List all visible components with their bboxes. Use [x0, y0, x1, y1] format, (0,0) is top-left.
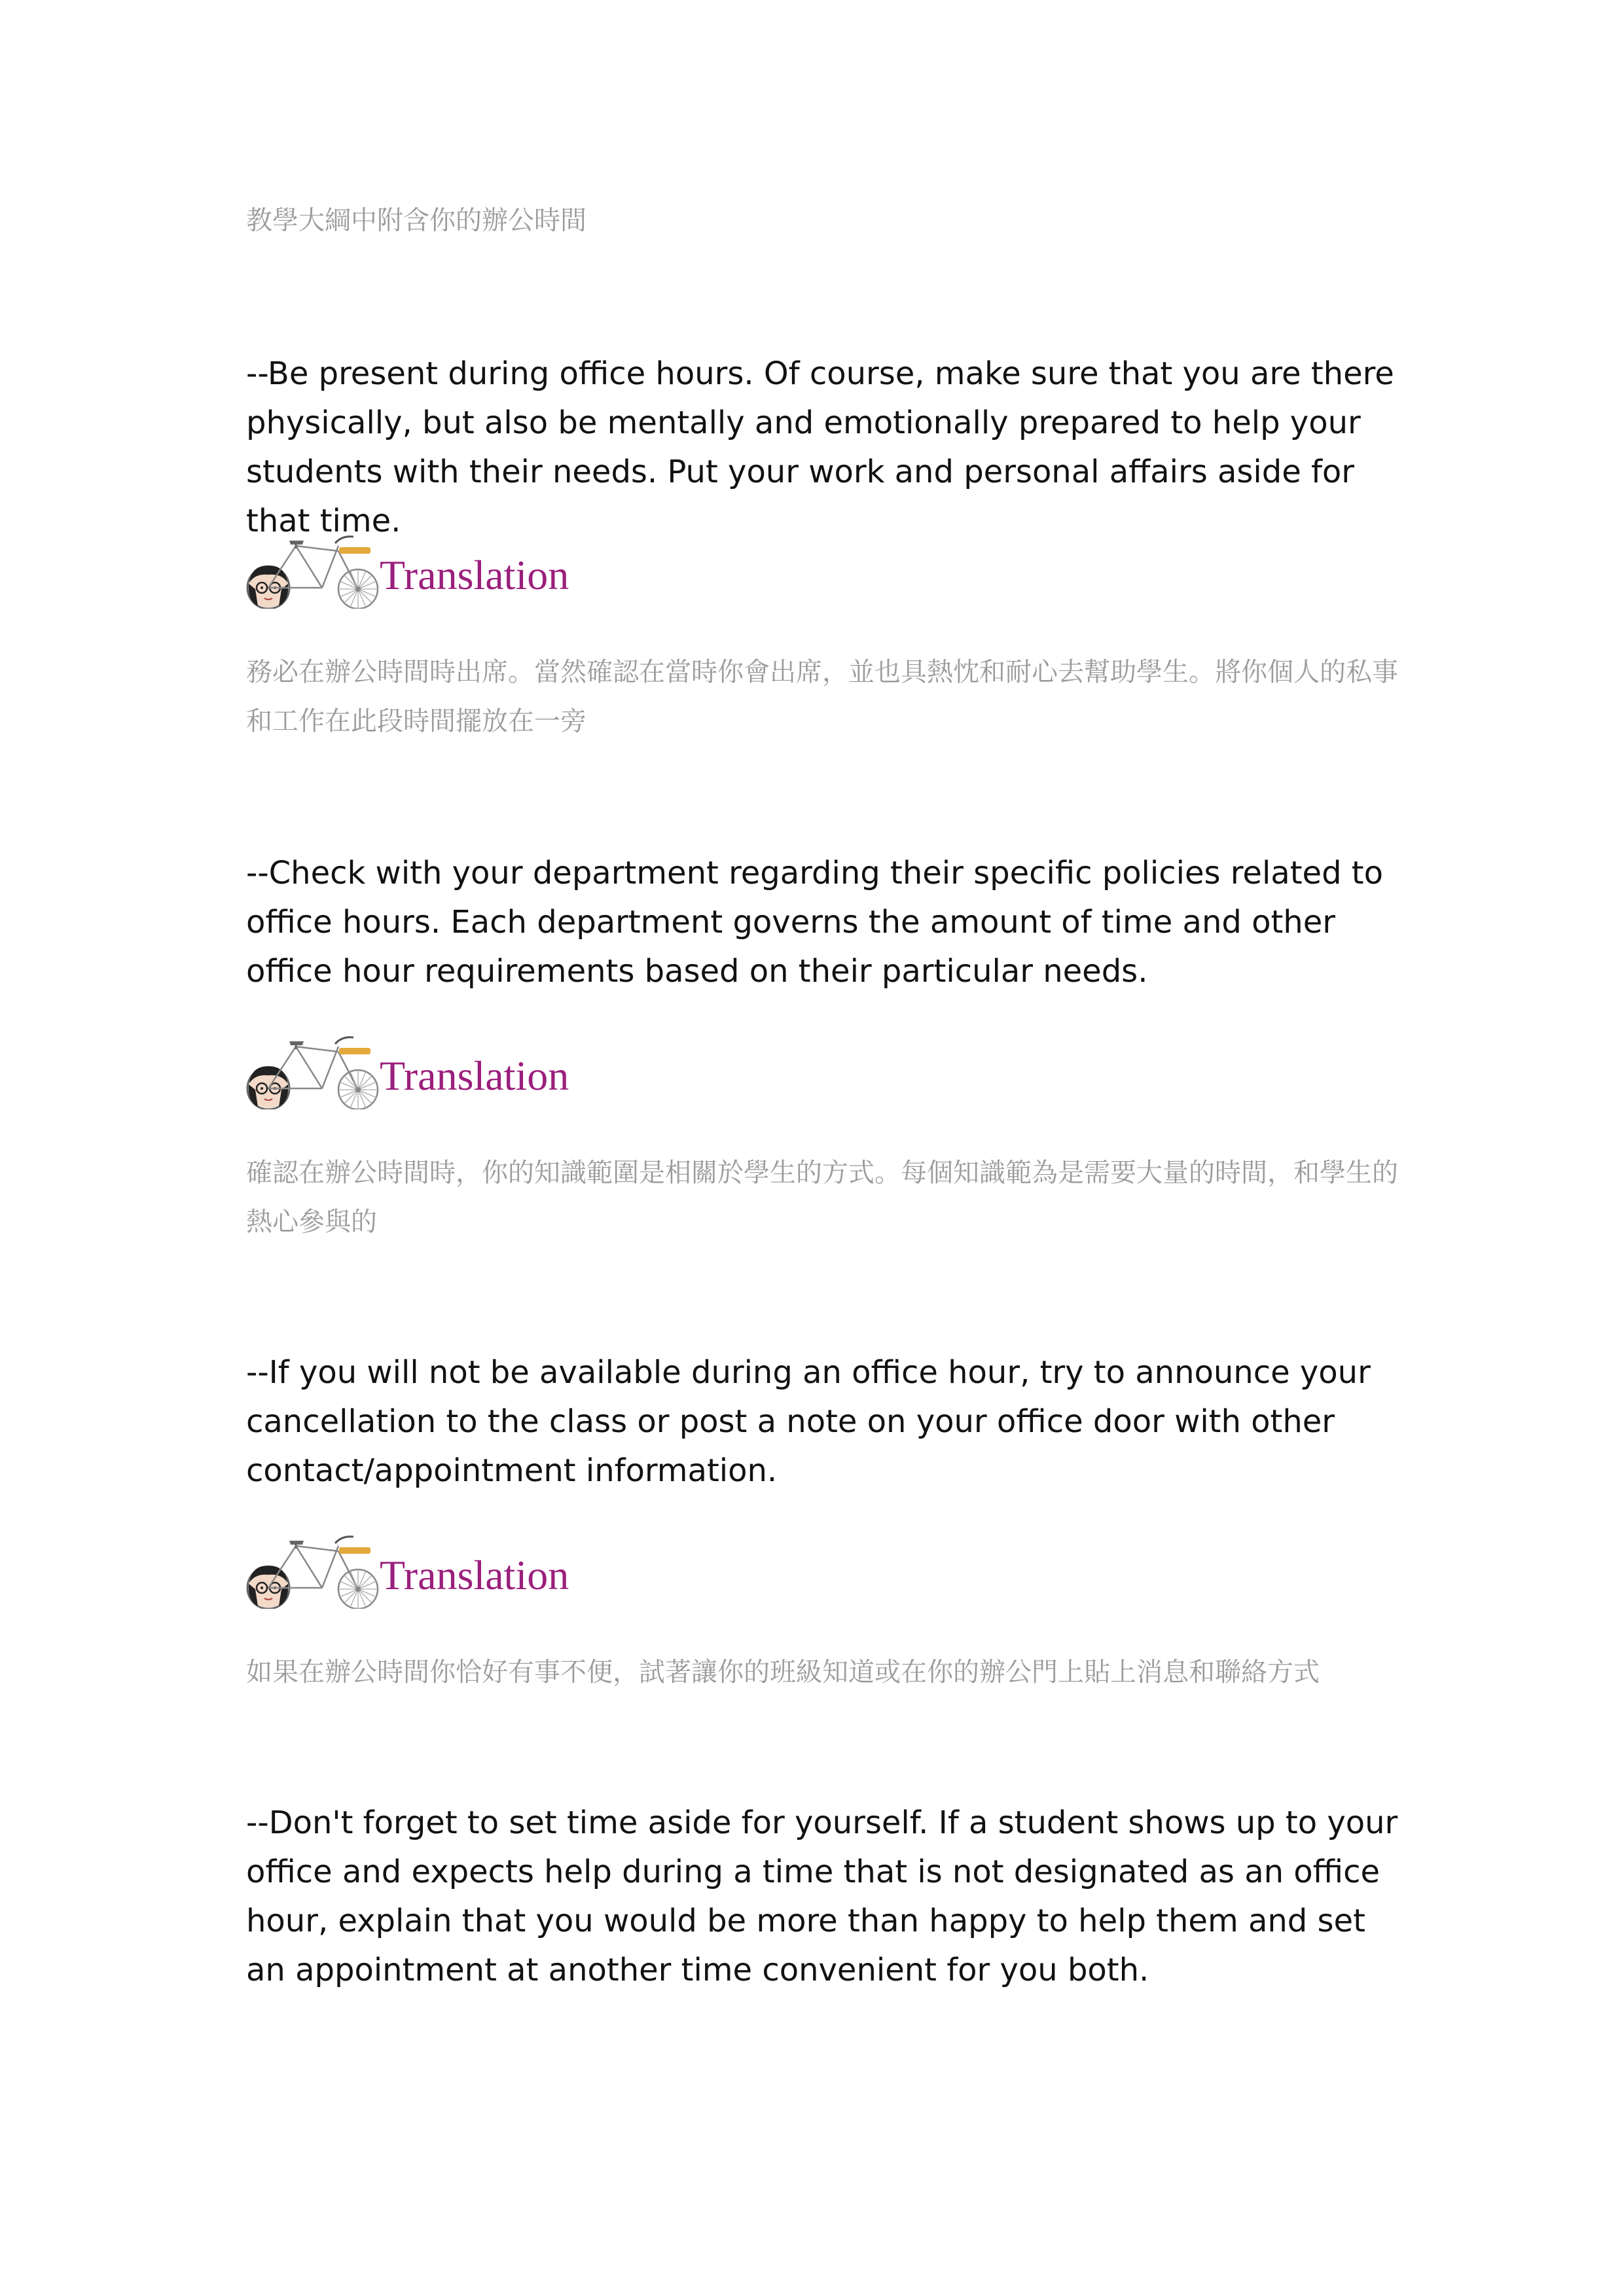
english-paragraph: --Check with your department regarding their specific policies related to office hours. Each department governs the amount of time and other office hour requirements based on their particular needs.: [246, 855, 1383, 990]
chinese-translation: 如果在辦公時間你恰好有事不便，試著讓你的班級知道或在你的辦公門上貼上消息和聯絡方式: [246, 1657, 1320, 1687]
document-heading: 教學大綱中附含你的辦公時間: [246, 206, 586, 236]
english-paragraph: --Be present during office hours. Of course, make sure that you are there physically, but also be mentally and emotionally prepared to help your students with their needs. Put your work and personal affairs aside for that time.: [246, 355, 1394, 539]
english-paragraph: --If you will not be available during an office hour, try to announce your cancellation to the class or post a note on your office door with other contact/appointment information.: [246, 1354, 1371, 1489]
translation-banner: [244, 1018, 584, 1109]
chinese-translation: 確認在辦公時間時，你的知識範圍是相關於學生的方式。每個知識範為是需要大量的時間，和學生的熱心參與的: [246, 1158, 1398, 1237]
translation-label: Translation: [380, 1052, 569, 1099]
bicycle-girl-icon: [244, 517, 388, 609]
translation-label: Translation: [380, 552, 569, 598]
bicycle-girl-icon: [244, 1018, 388, 1109]
chinese-translation: 務必在辦公時間時出席。當然確認在當時你會出席，並也具熱忱和耐心去幫助學生。將你個人的私事和工作在此段時間擺放在一旁: [246, 657, 1398, 736]
translation-label: Translation: [380, 1552, 569, 1598]
translation-banner: [244, 1517, 584, 1609]
english-paragraph: --Don't forget to set time aside for yourself. If a student shows up to your office and expects help during a time that is not designated as an office hour, explain that you would be more than happy to help them and set an appointment at another time convenient for you both.: [246, 1804, 1398, 1988]
bicycle-girl-icon: [244, 1517, 388, 1609]
translation-banner: [244, 517, 584, 609]
